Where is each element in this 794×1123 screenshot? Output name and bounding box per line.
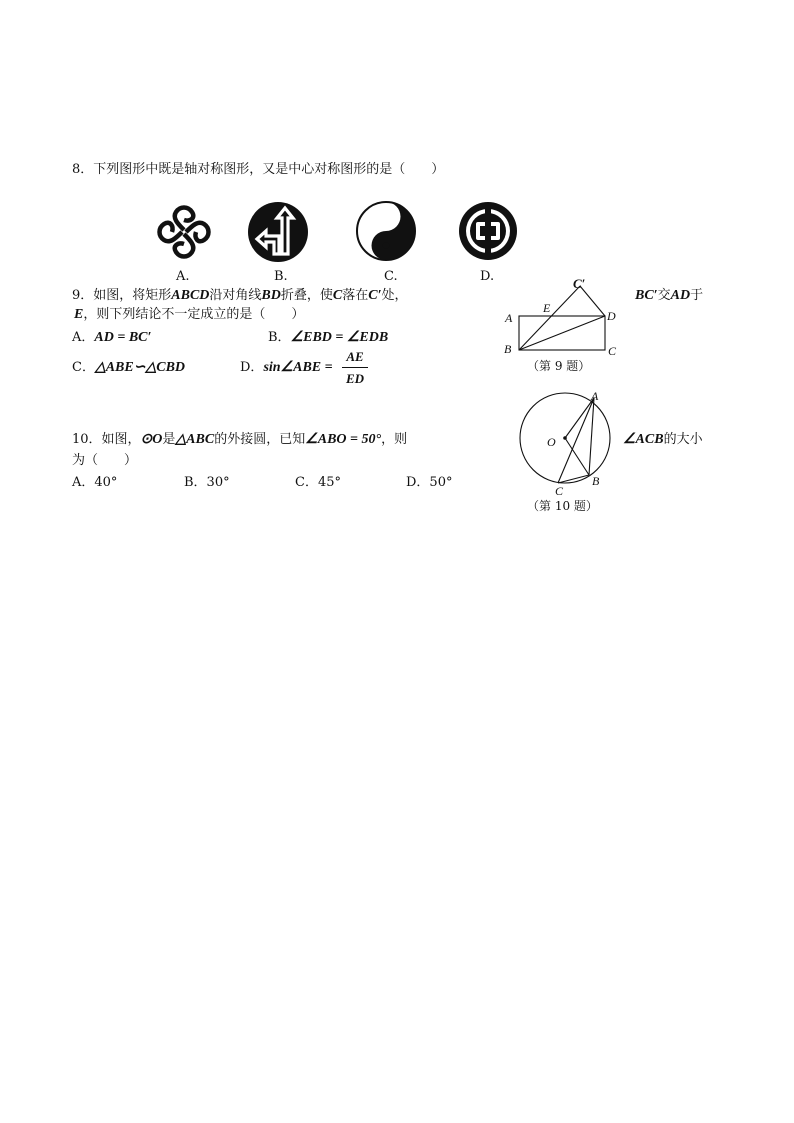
- q9-math-cprime: C′: [368, 288, 382, 303]
- q9-fig-caption: （第 9 题）: [527, 359, 591, 373]
- q9-stem-right: [635, 289, 703, 303]
- q9-text: 于: [690, 288, 704, 303]
- q10-text: 是: [162, 432, 176, 447]
- q8-option-d: D.: [480, 269, 495, 284]
- q10-math-acb: ∠ACB: [623, 432, 664, 447]
- q10-option-a: A．40°: [72, 475, 118, 490]
- q9-fraction-denominator: ED: [345, 371, 365, 386]
- q9-option-a: [72, 331, 151, 345]
- q9-text: 沿对角线: [209, 288, 262, 303]
- q10-circumcircle-figure: [515, 390, 615, 490]
- knot-symbol-icon: [152, 200, 216, 264]
- q9-fig-point-b: B: [504, 342, 512, 356]
- q10-text: ，则: [381, 432, 408, 447]
- q8-option-b: B.: [274, 269, 288, 284]
- q9-math-abcd: ABCD: [171, 288, 210, 303]
- q8-option-c: C.: [384, 269, 398, 284]
- q9-text: 交: [657, 288, 671, 303]
- q9-option-b: [268, 331, 388, 345]
- q10-stem-line2: 为（ ）: [72, 453, 138, 468]
- q10-fig-point-o: O: [547, 435, 556, 449]
- q9-option-d: [240, 361, 333, 375]
- q9-option-d-math: sin∠ABE =: [263, 360, 333, 375]
- q10-math-triangle: △ABC: [175, 432, 215, 447]
- q9-math-e: E: [74, 307, 84, 322]
- q10-fig-point-c: C: [555, 484, 564, 498]
- q9-fig-point-a: A: [505, 311, 513, 325]
- q9-option-c-label: C．: [72, 360, 95, 375]
- q9-option-a-label: A．: [72, 330, 95, 345]
- q9-math-ad: AD: [670, 288, 691, 303]
- turn-arrow-sign-icon: [246, 200, 310, 264]
- q10-option-b: B．30°: [184, 475, 230, 490]
- q9-fig-point-d: D: [607, 309, 616, 323]
- q9-text: 处，: [381, 288, 408, 303]
- q9-fig-point-c: C: [608, 344, 617, 358]
- q9-text: 折叠，使: [280, 288, 333, 303]
- q9-option-b-math: ∠EBD = ∠EDB: [290, 330, 389, 345]
- q9-fig-point-cprime: C′: [573, 276, 586, 291]
- q9-fraction-numerator: AE: [346, 349, 364, 364]
- q10-math-angle: ∠ABO = 50°: [305, 432, 382, 447]
- q9-option-d-label: D．: [240, 360, 264, 375]
- q9-text: 落在: [342, 288, 369, 303]
- q10-text: 的大小: [663, 432, 703, 447]
- q8-stem: 8．下列图形中既是轴对称图形，又是中心对称图形的是（ ）: [72, 162, 445, 177]
- q9-option-c-math: △ABE∽△CBD: [94, 360, 186, 375]
- q8-option-a: A.: [176, 269, 190, 284]
- q10-stem-line1: [72, 433, 407, 447]
- q10-text: 10．如图，: [72, 432, 141, 447]
- q10-fig-point-b: B: [592, 474, 600, 488]
- q9-fig-point-e: E: [543, 301, 551, 315]
- q9-text: ，则下列结论不一定成立的是（ ）: [83, 307, 305, 322]
- q10-stem-right: [623, 433, 703, 447]
- q9-option-a-math: AD = BC′: [94, 330, 152, 345]
- q10-option-d: D．50°: [406, 475, 453, 490]
- bank-of-china-logo-icon: [457, 200, 519, 262]
- q9-math-bcprime: BC′: [635, 288, 658, 303]
- q10-math-circle-o: ⊙O: [140, 432, 163, 447]
- q9-option-c: [72, 361, 185, 375]
- yin-yang-icon: [355, 200, 417, 262]
- q9-stem-line1: [72, 289, 408, 303]
- q9-fraction-bar: [342, 367, 368, 368]
- q9-math-c: C: [332, 288, 343, 303]
- q9-math-bd: BD: [261, 288, 281, 303]
- q10-fig-point-a: A: [591, 389, 599, 403]
- q10-fig-caption: （第 10 题）: [527, 499, 598, 513]
- q10-option-c: C．45°: [295, 475, 341, 490]
- q10-text: 的外接圆，已知: [214, 432, 306, 447]
- q9-stem-line2: [74, 308, 304, 322]
- q9-option-b-label: B．: [268, 330, 291, 345]
- q9-text: 9．如图，将矩形: [72, 288, 172, 303]
